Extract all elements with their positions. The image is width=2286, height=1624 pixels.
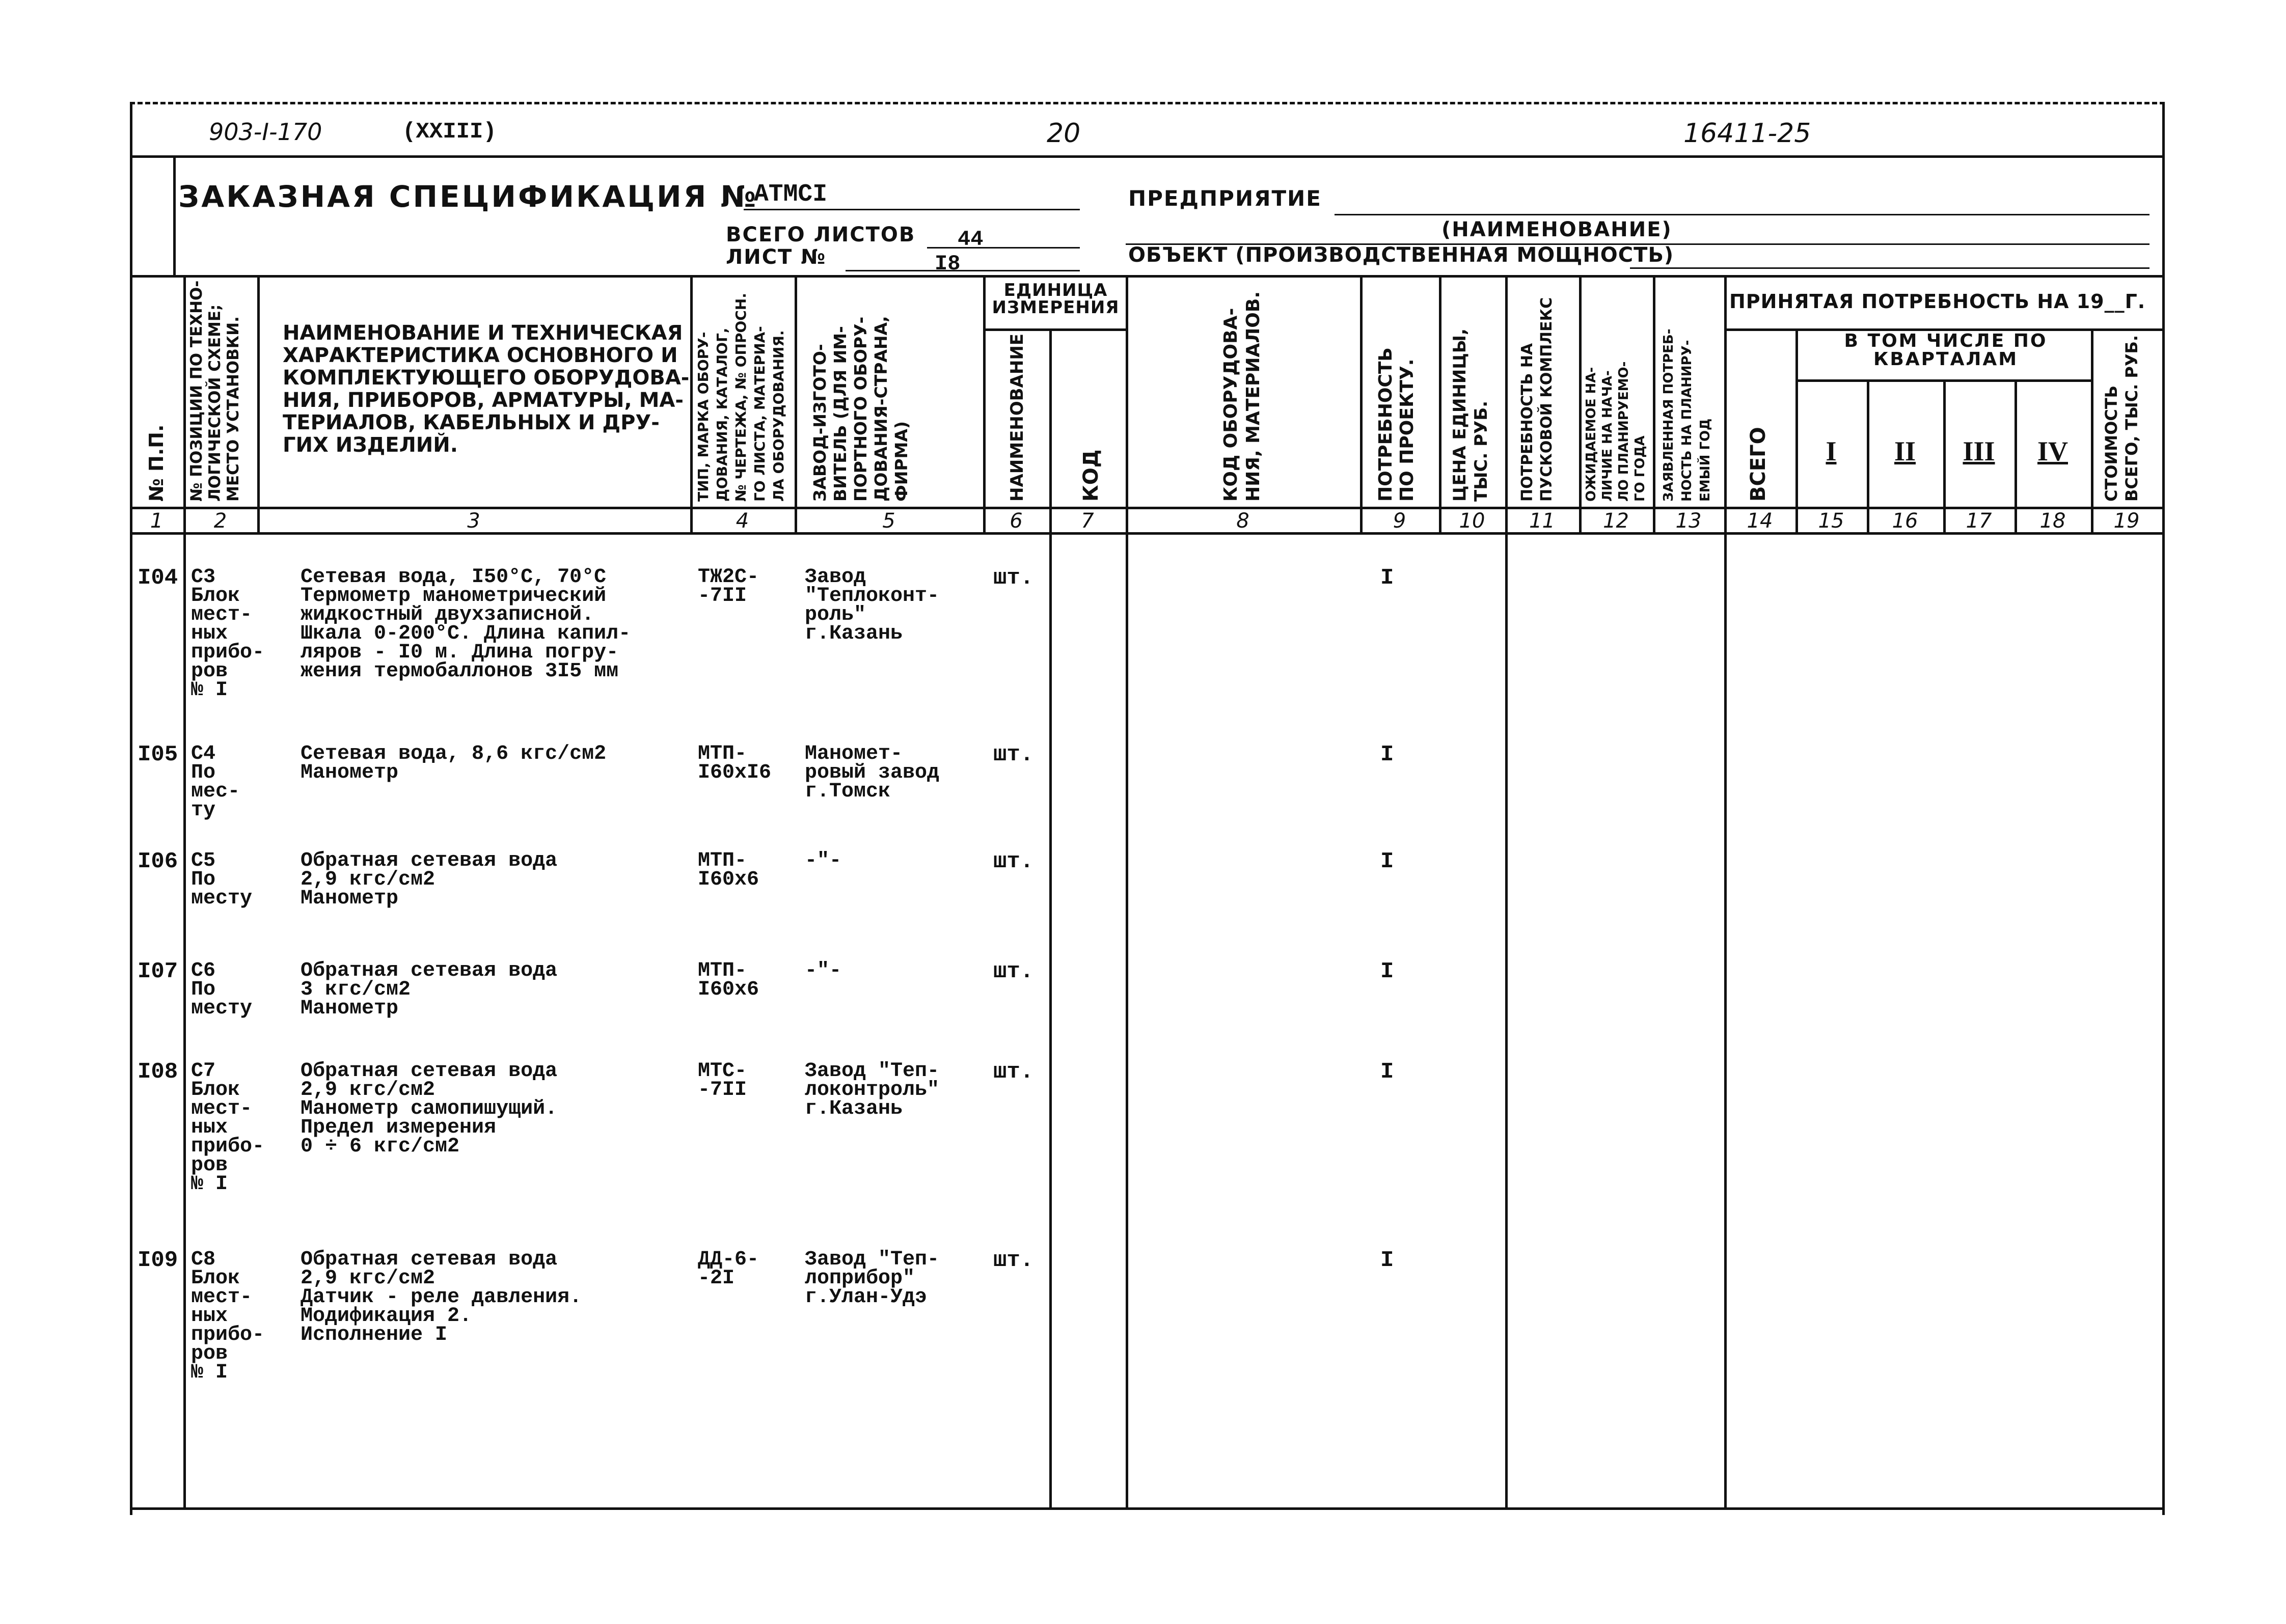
header-col-12: ОЖИДАЕМОЕ НА- ЛИЧИЕ НА НАЧА- ЛО ПЛАНИРУЕМО- ГО ГОДА	[1584, 361, 1648, 502]
column-number: 2	[213, 509, 227, 533]
object-underline	[1630, 267, 2149, 269]
row-qty: I	[1380, 1248, 1394, 1273]
column-number: 5	[882, 509, 895, 533]
header-col-4: ТИП, МАРКА ОБОРУ- ДОВАНИЯ, КАТАЛОГ, № ЧЕРТЕЖА, № ОПРОСН. ГО ЛИСТА, МАТЕРИА- ЛА ОБОРУДОВАНИЯ.	[695, 293, 787, 502]
column-number: 14	[1747, 509, 1773, 533]
col-sep-11	[1579, 275, 1582, 532]
row-pp: I06	[138, 849, 178, 874]
row-unit: шт.	[993, 742, 1034, 767]
row-name: Обратная сетевая вода 2,9 кгс/см2 Манометр	[301, 849, 558, 910]
column-number: 3	[467, 509, 480, 533]
object-label: ОБЪЕКТ (ПРОИЗВОДСТВЕННАЯ МОЩНОСТЬ)	[1128, 243, 1674, 267]
row-type: МТП- I60х6	[698, 849, 759, 891]
sheet-label: ЛИСТ №	[726, 245, 827, 269]
column-number: 6	[1010, 509, 1023, 533]
table-bottom-rule	[130, 1507, 2165, 1510]
col-sep-1	[183, 275, 186, 1507]
row-qty: I	[1380, 565, 1394, 591]
col-sep-2	[257, 275, 260, 532]
sheet-value: I8	[935, 252, 961, 276]
row-maker: -"-	[805, 959, 842, 982]
header-col-18: IV	[2037, 436, 2068, 466]
top-dashed-border	[130, 102, 2165, 104]
column-number: 11	[1529, 509, 1555, 533]
column-number: 15	[1818, 509, 1844, 533]
col-sep-3	[690, 275, 693, 532]
row-name: Сетевая вода, 8,6 кгс/см2 Манометр	[301, 742, 607, 784]
doc-code: 903-I-170	[209, 118, 322, 146]
row-unit: шт.	[993, 959, 1034, 984]
col-sep-6	[1049, 328, 1052, 1507]
total-sheets-underline	[927, 247, 1080, 249]
row-type: МТП- I60хI6	[698, 742, 772, 784]
column-number: 12	[1603, 509, 1629, 533]
column-number: 9	[1393, 509, 1406, 533]
header-left-tick	[173, 155, 176, 275]
row-qty: I	[1380, 1059, 1394, 1085]
row-qty: I	[1380, 849, 1394, 874]
row-maker: Завод "Теплоконт- роль" г.Казань	[805, 566, 940, 645]
archive-number: 16411-25	[1683, 118, 1811, 149]
row-unit: шт.	[993, 1059, 1034, 1085]
row-name: Обратная сетевая вода 2,9 кгс/см2 Датчик - реле давления. Модификация 2. Исполнение I	[301, 1248, 582, 1346]
row-type: МТС- -7II	[698, 1060, 747, 1102]
row-pp: I04	[138, 565, 178, 591]
title-number-underline	[744, 209, 1080, 210]
row-pp: I08	[138, 1059, 178, 1085]
column-number: 18	[2039, 509, 2066, 533]
spec-number: АТМСI	[754, 181, 828, 208]
header-col-14: ВСЕГО	[1747, 427, 1770, 502]
right-border	[2162, 102, 2165, 1515]
row-name: Сетевая вода, I50°С, 70°С Термометр манометрический жидкостный двухзаписной. Шкала 0-200°С. Длина капил- ляров - I0 м. Длина погру- жения термобаллонов 3I5 мм	[301, 566, 631, 683]
col-sep-10	[1505, 275, 1508, 1507]
col-sep-4	[795, 275, 797, 532]
name-note: (НАИМЕНОВАНИЕ)	[1441, 218, 1672, 241]
column-number: 13	[1675, 509, 1702, 533]
row-position: С6 По месту	[191, 959, 253, 1020]
col-sep-5	[983, 275, 986, 532]
row-position: С8 Блок мест- ных прибо- ров № I	[191, 1248, 265, 1384]
column-number: 19	[2113, 509, 2140, 533]
enterprise-label: ПРЕДПРИЯТИЕ	[1128, 186, 1322, 211]
row-position: С7 Блок мест- ных прибо- ров № I	[191, 1060, 265, 1196]
row-qty: I	[1380, 742, 1394, 767]
col-sep-12	[1653, 275, 1655, 532]
left-border	[130, 102, 132, 1515]
col-sep-18	[2091, 328, 2093, 532]
row-maker: -"-	[805, 849, 842, 872]
row-pp: I07	[138, 959, 178, 984]
header-col-19: СТОИМОСТЬ ВСЕГО, ТЫС. РУБ.	[2102, 335, 2141, 502]
column-number: 17	[1966, 509, 1992, 533]
row-name: Обратная сетевая вода 3 кгс/см2 Манометр	[301, 959, 558, 1020]
unit-group-label: ЕДИНИЦА ИЗМЕРЕНИЯ	[992, 280, 1120, 318]
row-unit: шт.	[993, 1248, 1034, 1273]
header-col-2: № ПОЗИЦИИ ПО ТЕХНО- ЛОГИЧЕСКОЙ СХЕМЕ; МЕСТО УСТАНОВКИ.	[187, 280, 242, 502]
page-number: 20	[1047, 118, 1081, 149]
row-pp: I09	[138, 1248, 178, 1273]
row-name: Обратная сетевая вода 2,9 кгс/см2 Манометр самопишущий. Предел измерения 0 ÷ 6 кгс/см2	[301, 1060, 558, 1158]
accepted-label: ПРИНЯТАЯ ПОТРЕБНОСТЬ НА 19__Г.	[1729, 290, 2146, 313]
total-sheets-value: 44	[958, 227, 984, 252]
header-col-3: НАИМЕНОВАНИЕ И ТЕХНИЧЕСКАЯ ХАРАКТЕРИСТИКА ОСНОВНОГО И КОМПЛЕКТУЮЩЕГО ОБОРУДОВА- НИЯ, ПРИБОРОВ, АРМАТУРЫ, МА- ТЕРИАЛОВ, КАБЕЛЬНЫХ И ДРУ- ГИХ ИЗДЕЛИЙ.	[283, 321, 690, 457]
header-col-6: НАИМЕНОВАНИЕ	[1007, 333, 1027, 502]
col-sep-7	[1126, 275, 1128, 1507]
row-position: С3 Блок мест- ных прибо- ров № I	[191, 566, 265, 702]
column-number: 16	[1892, 509, 1918, 533]
row-qty: I	[1380, 959, 1394, 984]
table-top-rule	[130, 275, 2165, 278]
header-bottom-rule	[130, 155, 2165, 158]
header-col-16: II	[1894, 436, 1916, 466]
row-maker: Завод "Теп- локонтроль" г.Казань	[805, 1060, 940, 1120]
column-number: 1	[150, 509, 164, 533]
row-type: ТЖ2С- -7II	[698, 566, 759, 608]
header-col-7: КОД	[1079, 449, 1103, 502]
header-col-10: ЦЕНА ЕДИНИЦЫ, ТЫС. РУБ.	[1450, 328, 1491, 502]
header-col-5: ЗАВОД-ИЗГОТО- ВИТЕЛЬ (ДЛЯ ИМ- ПОРТНОГО ОБОРУ- ДОВАНИЯ-СТРАНА, ФИРМА)	[810, 316, 911, 502]
row-type: ДД-6- -2I	[698, 1248, 759, 1290]
column-number: 10	[1459, 509, 1485, 533]
row-maker: Завод "Теп- лоприбор" г.Улан-Удэ	[805, 1248, 940, 1309]
total-sheets-label: ВСЕГО ЛИСТОВ	[726, 223, 916, 246]
header-col-1: № П.П.	[145, 424, 168, 502]
col-sep-9	[1439, 275, 1441, 532]
row-pp: I05	[138, 742, 178, 767]
header-col-17: III	[1963, 436, 1995, 466]
row-unit: шт.	[993, 849, 1034, 874]
spec-title: ЗАКАЗНАЯ СПЕЦИФИКАЦИЯ №	[178, 179, 758, 214]
header-col-9: ПОТРЕБНОСТЬ ПО ПРОЕКТУ.	[1375, 347, 1418, 502]
section-code: (XXIII)	[402, 119, 497, 145]
col-sep-13	[1724, 275, 1727, 1507]
column-number: 8	[1236, 509, 1249, 533]
header-col-11: ПОТРЕБНОСТЬ НА ПУСКОВОЙ КОМПЛЕКС	[1518, 297, 1556, 502]
row-maker: Маномет- ровый завод г.Томск	[805, 742, 940, 803]
col-sep-14	[1795, 328, 1798, 532]
header-col-8: КОД ОБОРУДОВА- НИЯ, МАТЕРИАЛОВ.	[1220, 291, 1264, 502]
row-position: С4 По мес- ту	[191, 742, 240, 822]
row-position: С5 По месту	[191, 849, 253, 910]
column-number: 4	[736, 509, 749, 533]
column-numbers-bottom-rule	[130, 532, 2165, 535]
col-sep-8	[1360, 275, 1363, 532]
header-col-15: I	[1826, 436, 1837, 466]
unit-group-rule	[983, 328, 1126, 331]
quarters-label: В ТОМ ЧИСЛЕ ПО КВАРТАЛАМ	[1844, 331, 2048, 370]
row-type: МТП- I60х6	[698, 959, 759, 1001]
enterprise-underline	[1335, 214, 2149, 215]
header-col-13: ЗАЯВЛЕННАЯ ПОТРЕБ- НОСТЬ НА ПЛАНИРУ- ЕМЫЙ ГОД	[1661, 328, 1713, 502]
row-unit: шт.	[993, 565, 1034, 591]
sheet-underline	[846, 270, 1080, 271]
column-number: 7	[1081, 509, 1094, 533]
